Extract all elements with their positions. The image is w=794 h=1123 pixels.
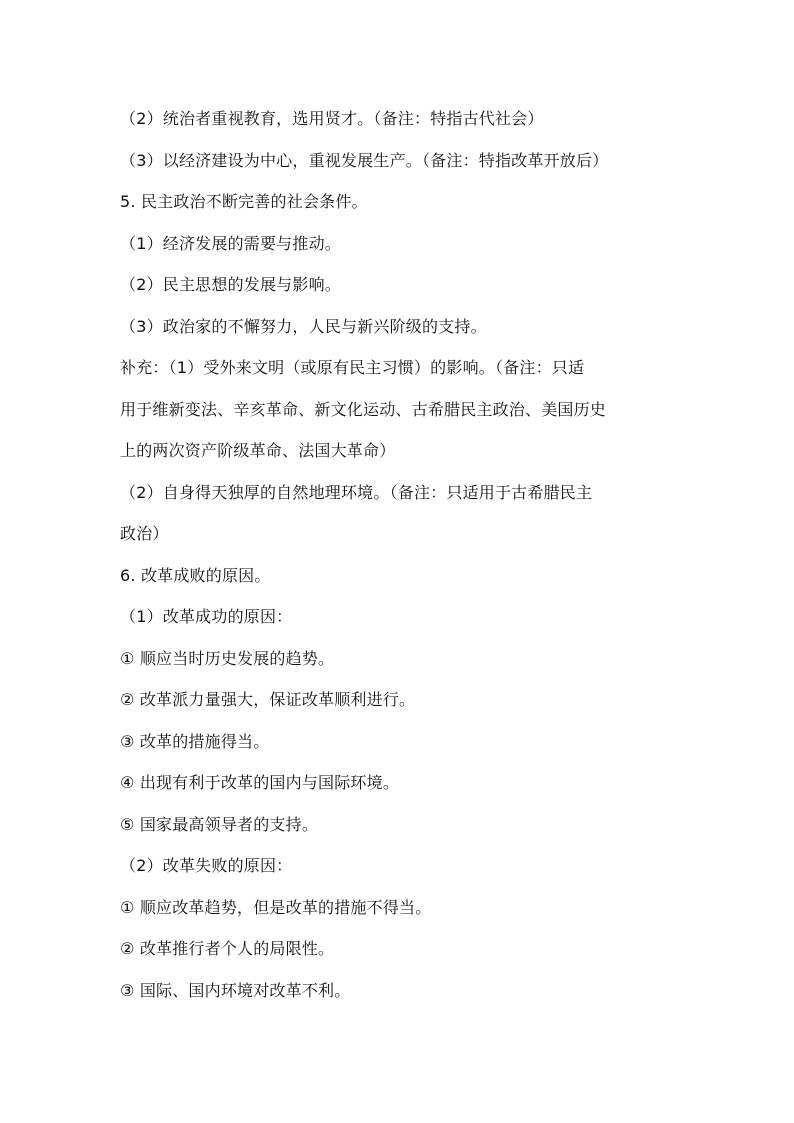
text-line: 用于维新变法、辛亥革命、新文化运动、古希腊民主政治、美国历史: [120, 399, 607, 419]
list-item: ⑤ 国家最高领导者的支持。: [120, 814, 319, 834]
text-line: 上的两次资产阶级革命、法国大革命）: [120, 441, 396, 460]
list-item: ② 改革推行者个人的局限性。: [120, 939, 335, 958]
document-body: [120, 98, 695, 1011]
section-heading: 5. 民主政治不断完善的社会条件。: [120, 192, 368, 211]
list-item: ④ 出现有利于改革的国内与国际环境。: [120, 773, 400, 792]
list-item: ① 顺应当时历史发展的趋势。: [120, 648, 335, 668]
text-line: 补充：（1）受外来文明（或原有民主习惯）的影响。（备注：只适: [120, 358, 585, 377]
text-line: （2）民主思想的发展与影响。: [120, 275, 341, 294]
text-line: （2）自身得天独厚的自然地理环境。（备注：只适用于古希腊民主: [120, 482, 593, 502]
section-heading: 6. 改革成败的原因。: [120, 565, 271, 585]
text-line: （2）统治者重视教育，选用贤才。（备注：特指古代社会）: [120, 109, 544, 128]
list-item: ③ 国际、国内环境对改革不利。: [120, 980, 351, 1000]
text-line: （3）以经济建设为中心，重视发展生产。（备注：特指改革开放后）: [120, 150, 609, 170]
text-line: （1）经济发展的需要与推动。: [120, 233, 341, 253]
list-item: ① 顺应改革趋势，但是改革的措施不得当。: [120, 897, 432, 917]
text-line: （2）改革失败的原因：: [120, 856, 293, 875]
text-line: （3）政治家的不懈努力，人民与新兴阶级的支持。: [120, 316, 487, 336]
list-item: ③ 改革的措施得当。: [120, 731, 270, 751]
list-item: ② 改革派力量强大，保证改革顺利进行。: [120, 690, 416, 709]
text-line: 政治）: [120, 524, 169, 543]
text-line: （1）改革成功的原因：: [120, 607, 293, 626]
